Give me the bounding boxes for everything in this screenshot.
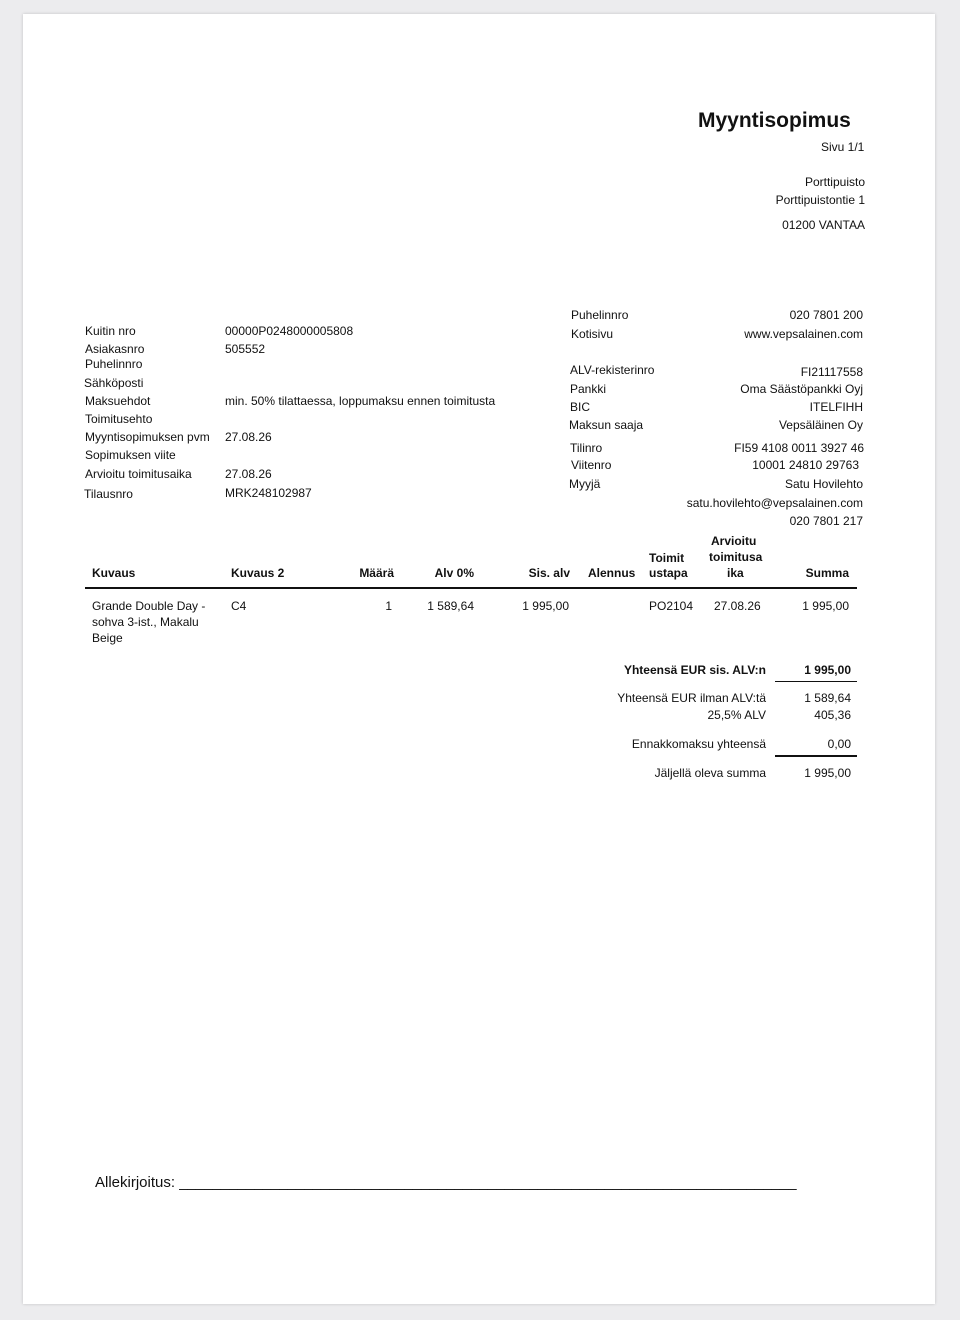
row-description-2: C4 (231, 599, 247, 613)
page-number: Sivu 1/1 (821, 140, 865, 154)
prepayment-value: 0,00 (827, 737, 851, 751)
value-bank: Oma Säästöpankki Oyj (740, 382, 863, 396)
value-payment-terms: min. 50% tilattaessa, loppumaksu ennen toimitusta (225, 394, 496, 408)
value-seller-phone: 020 7801 217 (789, 514, 863, 528)
value-seller-name: Satu Hovilehto (784, 477, 863, 491)
total-excl-vat-label: Yhteensä EUR ilman ALV:tä (617, 691, 766, 705)
store-street: Porttipuistontie 1 (775, 193, 865, 207)
value-company-phone: 020 7801 200 (789, 308, 863, 322)
col-header-delivery-method-line1: Toimit (649, 551, 685, 565)
col-header-delivery-method-line2: ustapa (649, 566, 688, 580)
col-header-sum: Summa (805, 566, 849, 580)
row-delivery-method: PO2104 (649, 599, 694, 613)
col-header-price-ex-vat: Alv 0% (434, 566, 474, 580)
label-website: Kotisivu (571, 327, 614, 341)
value-account-number: FI59 4108 0011 3927 46 (734, 441, 864, 455)
col-header-estimated-delivery-line2: toimitusa (709, 550, 763, 564)
value-estimated-delivery: 27.08.26 (225, 467, 272, 481)
value-bic: ITELFIHH (809, 400, 863, 414)
value-website: www.vepsalainen.com (744, 327, 863, 341)
label-customer-email: Sähköposti (84, 376, 144, 390)
row-price-ex-vat: 1 589,64 (427, 599, 474, 613)
row-description-line2: sohva 3-ist., Makalu (92, 615, 199, 629)
label-payee: Maksun saaja (569, 418, 644, 432)
label-seller: Myyjä (569, 477, 601, 491)
label-reference-number: Viitenro (571, 458, 612, 472)
total-excl-vat-value: 1 589,64 (804, 691, 851, 705)
value-vat-number: FI21117558 (800, 365, 863, 379)
value-receipt-number: 00000P0248000005808 (225, 324, 354, 338)
remaining-value: 1 995,00 (804, 766, 851, 780)
document-title: Myyntisopimus (698, 109, 851, 132)
value-reference-number: 10001 24810 29763 (752, 458, 859, 472)
col-header-price-incl-vat: Sis. alv (528, 566, 570, 580)
signature-label: Allekirjoitus: (95, 1174, 180, 1191)
value-order-number: MRK248102987 (225, 486, 312, 500)
row-estimated-delivery: 27.08.26 (714, 599, 761, 613)
col-header-estimated-delivery-line3: ika (727, 566, 744, 580)
label-bank: Pankki (570, 382, 607, 396)
col-header-description: Kuvaus (92, 566, 136, 580)
signature-line (95, 1174, 797, 1191)
store-name: Porttipuisto (804, 175, 865, 189)
label-bic: BIC (570, 400, 591, 414)
label-estimated-delivery: Arvioitu toimitusaika (85, 467, 192, 481)
label-delivery-terms: Toimitusehto (85, 412, 153, 426)
row-price-incl-vat: 1 995,00 (522, 599, 569, 613)
row-description-line3: Beige (92, 631, 123, 645)
label-payment-terms: Maksuehdot (85, 394, 151, 408)
value-customer-number: 505552 (225, 342, 266, 356)
col-header-estimated-delivery-line1: Arvioitu (711, 534, 757, 548)
label-customer-phone: Puhelinnro (85, 357, 143, 371)
label-contract-date: Myyntisopimuksen pvm (85, 430, 210, 444)
label-account-number: Tilinro (570, 441, 603, 455)
document-page (23, 14, 935, 1304)
signature-blank: __________________________________________________________________________ (179, 1174, 797, 1191)
table-header-rule (85, 587, 857, 589)
label-contract-reference: Sopimuksen viite (85, 448, 176, 462)
row-description-line1: Grande Double Day - (92, 599, 206, 613)
label-vat-number: ALV-rekisterinro (570, 363, 655, 377)
col-header-quantity: Määrä (359, 566, 394, 580)
total-underline (775, 681, 857, 682)
value-seller-email: satu.hovilehto@vepsalainen.com (686, 496, 863, 510)
total-incl-vat-label: Yhteensä EUR sis. ALV:n (623, 663, 766, 677)
label-customer-number: Asiakasnro (85, 342, 145, 356)
vat-value: 405,36 (814, 708, 851, 722)
vat-label: 25,5% ALV (707, 708, 766, 722)
label-company-phone: Puhelinnro (571, 308, 629, 322)
label-receipt-number: Kuitin nro (85, 324, 136, 338)
total-incl-vat-value: 1 995,00 (804, 663, 851, 677)
store-city: 01200 VANTAA (782, 218, 865, 232)
label-order-number: Tilausnro (84, 487, 133, 501)
value-contract-date: 27.08.26 (225, 430, 272, 444)
col-header-discount: Alennus (588, 566, 636, 580)
col-header-description-2: Kuvaus 2 (231, 566, 285, 580)
prepayment-label: Ennakkomaksu yhteensä (631, 737, 766, 751)
value-payee: Vepsäläinen Oy (778, 418, 863, 432)
remaining-label: Jäljellä oleva summa (654, 766, 766, 780)
row-quantity: 1 (385, 599, 392, 613)
row-sum: 1 995,00 (802, 599, 849, 613)
prepayment-underline (775, 755, 857, 757)
